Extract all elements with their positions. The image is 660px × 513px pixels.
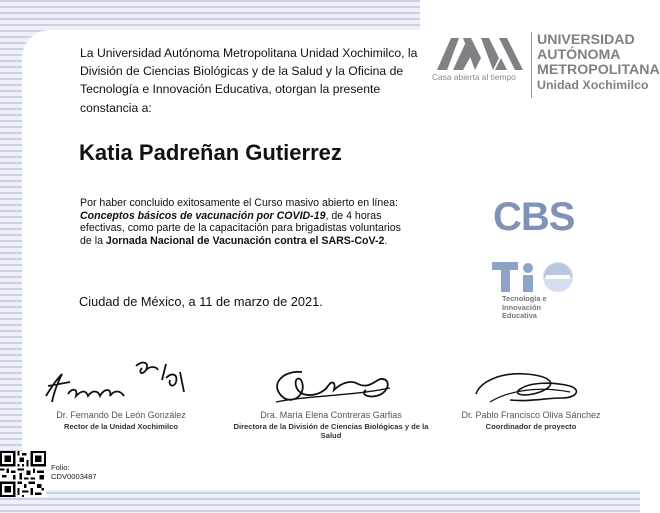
folio-number: CDV0003487 bbox=[51, 472, 97, 481]
tie-line-3: Educativa bbox=[502, 311, 537, 321]
uam-line-4: Unidad Xochimilco bbox=[537, 78, 649, 92]
signature-coordinator-icon bbox=[470, 364, 590, 410]
signer-3-role: Coordinador de proyecto bbox=[485, 422, 577, 431]
uam-caption: Casa abierta al tiempo bbox=[432, 72, 516, 82]
signer-2-name: Dra. María Elena Contreras Garfias bbox=[260, 410, 402, 420]
reason-part-3: . bbox=[384, 234, 388, 247]
signer-1-name: Dr. Fernando De León González bbox=[56, 410, 186, 420]
tie-line-2: Innovación bbox=[502, 302, 542, 312]
uam-separator bbox=[531, 32, 532, 98]
intro-text: La Universidad Autónoma Metropolitana Unidad Xochimilco, la División de Ciencias Biológicas y de la Salud y la Oficina de Tecnología e Innovación Educativa, otorgan la presente constancia a: bbox=[80, 46, 418, 115]
uam-line-2: AUTÓNOMA bbox=[537, 47, 621, 63]
uam-logo-icon bbox=[437, 36, 527, 72]
signer-2-role: Directora de la División de Ciencias Biológicas y de la Salud bbox=[233, 422, 429, 441]
folio-label: Folio: bbox=[51, 463, 70, 472]
uam-line-3: METROPOLITANA bbox=[537, 62, 660, 78]
qr-code-icon bbox=[0, 451, 46, 497]
signer-3-name: Dr. Pablo Francisco Oliva Sánchez bbox=[461, 410, 601, 420]
reason-text bbox=[80, 197, 410, 247]
tie-logo-icon bbox=[492, 260, 580, 296]
place-date: Ciudad de México, a 11 de marzo de 2021. bbox=[79, 294, 323, 309]
cbs-logo: CBS bbox=[493, 195, 575, 239]
tie-line-1: Tecnología e bbox=[502, 294, 547, 303]
signature-director-icon bbox=[262, 362, 402, 412]
signer-1-role: Rector de la Unidad Xochimilco bbox=[64, 422, 178, 431]
reason-part-2: , de 4 horas efectivas, como parte de la capacitación para brigadistas voluntarios de la bbox=[80, 209, 401, 247]
tie-wordmark bbox=[502, 295, 547, 321]
card-top-panel bbox=[420, 0, 640, 30]
signature-rector-icon bbox=[38, 352, 198, 410]
course-name: Conceptos básicos de vacunación por COVID-19 bbox=[80, 209, 326, 222]
folio bbox=[51, 463, 97, 481]
uam-wordmark bbox=[537, 33, 660, 93]
reason-part-1: Por haber concluido exitosamente el Curso masivo abierto en línea: bbox=[80, 197, 398, 209]
uam-line-1: UNIVERSIDAD bbox=[537, 32, 635, 48]
event-name: Jornada Nacional de Vacunación contra el SARS-CoV-2 bbox=[105, 234, 385, 247]
recipient-name: Katia Padreñan Gutierrez bbox=[79, 140, 342, 165]
